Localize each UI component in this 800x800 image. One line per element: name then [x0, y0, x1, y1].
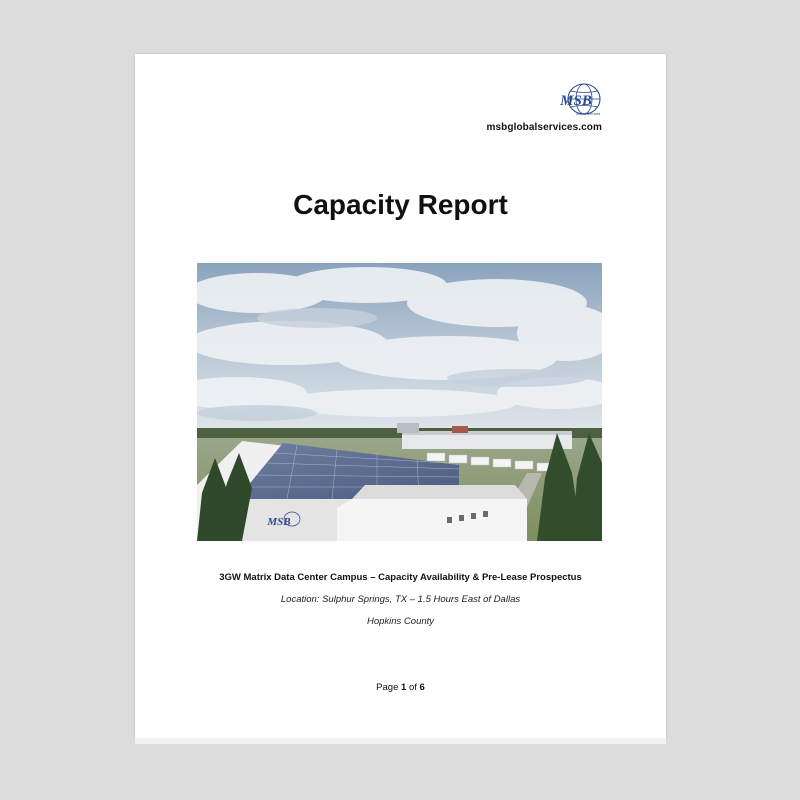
logo-subtext: Global Services — [575, 112, 601, 116]
document-title: Capacity Report — [293, 189, 508, 220]
globe-logo-icon — [548, 82, 608, 120]
page-separator: of — [408, 682, 417, 693]
total-pages: 6 — [419, 682, 425, 693]
next-page-edge — [135, 738, 666, 744]
page-prefix: Page — [376, 682, 399, 693]
building-logo-text: MSB — [267, 516, 291, 528]
logo-text: MSB — [560, 93, 592, 109]
website-url[interactable]: msbglobalservices.com — [486, 122, 602, 133]
current-page: 1 — [401, 682, 407, 693]
msb-logo — [548, 82, 608, 120]
document-page — [135, 54, 666, 738]
document-subtitle: 3GW Matrix Data Center Campus – Capacity Availability & Pre-Lease Prospectus — [219, 572, 582, 583]
location-line: Location: Sulphur Springs, TX – 1.5 Hours East of Dallas — [280, 594, 521, 605]
page-number — [135, 682, 666, 693]
hero-image — [197, 263, 602, 541]
county-line: Hopkins County — [366, 616, 435, 627]
